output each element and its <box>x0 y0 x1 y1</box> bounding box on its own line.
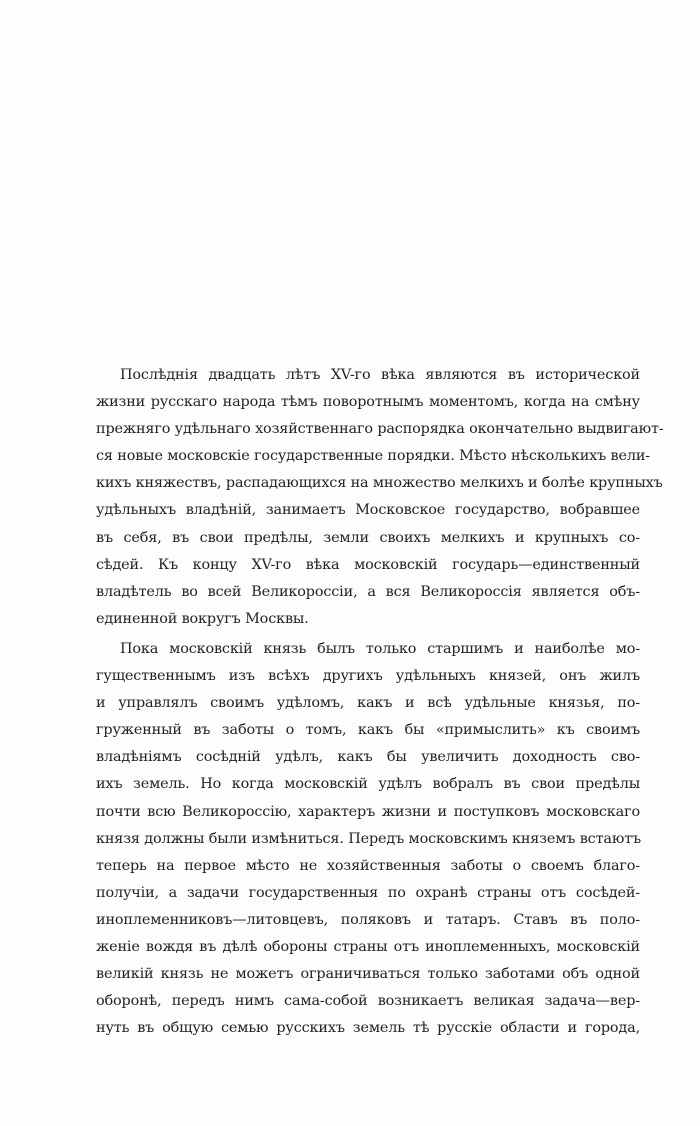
text-line: владѣніямъ сосѣдній удѣлъ, какъ бы увеличить доходность сво- <box>96 749 640 766</box>
text-line: почти всю Великороссію, характеръ жизни и поступковъ московскаго <box>96 803 640 820</box>
text-line: Послѣднія двадцать лѣтъ XV-го вѣка являются въ исторической <box>120 367 640 383</box>
text-line: Пока московскій князь былъ только старшимъ и наиболѣе мо- <box>120 640 640 657</box>
text-line: ихъ земель. Но когда московскій удѣлъ вобралъ въ свои предѣлы <box>96 776 640 793</box>
text-line: ся новые московскіе государственные порядки. Мѣсто нѣсколькихъ вели- <box>96 448 651 465</box>
text-line: въ себя, въ свои предѣлы, земли своихъ мелкихъ и крупныхъ со- <box>96 529 640 546</box>
text-line: гущественнымъ изъ всѣхъ другихъ удѣльныхъ князей, онъ жилъ <box>96 668 640 685</box>
text-line: получіи, а задачи государственныя по охранѣ страны отъ сосѣдей- <box>96 884 640 901</box>
text-line: груженный въ заботы о томъ, какъ бы «примыслить» къ своимъ <box>96 722 640 739</box>
page-text <box>96 362 664 1042</box>
text-line: князя должны были измѣниться. Передъ московскимъ княземъ встаютъ <box>96 830 642 847</box>
text-line: нуть въ общую семью русскихъ земель тѣ русскіе области и города, <box>96 1020 640 1037</box>
text-line: единенной вокругъ Москвы. <box>96 610 309 627</box>
text-line: владѣтель во всей Великороссіи, а вся Великороссія является объ- <box>96 583 640 600</box>
text-line: удѣльныхъ владѣній, занимаетъ Московское государство, вобравшее <box>96 502 640 519</box>
text-line: жизни русскаго народа тѣмъ поворотнымъ моментомъ, когда на смѣну <box>96 394 640 411</box>
text-line: сѣдей. Къ концу XV-го вѣка московскій государь—единственный <box>96 556 640 573</box>
text-line: женіе вождя въ дѣлѣ обороны страны отъ иноплеменныхъ, московскій <box>96 938 640 955</box>
text-line: прежняго удѣльнаго хозяйственнаго распорядка окончательно выдвигают- <box>96 421 664 438</box>
text-line: великій князь не можетъ ограничиваться только заботами объ одной <box>96 966 640 983</box>
text-line: и управлялъ своимъ удѣломъ, какъ и всѣ удѣльные князья, по- <box>96 695 640 712</box>
text-line: оборонѣ, передъ нимъ сама-собой возникаетъ великая задача—вер- <box>96 993 640 1010</box>
paragraph-2 <box>96 636 640 1042</box>
paragraph-1 <box>96 362 664 633</box>
text-line: теперь на первое мѣсто не хозяйственныя заботы о своемъ благо- <box>96 857 640 874</box>
text-line: иноплеменниковъ—литовцевъ, поляковъ и татаръ. Ставъ въ поло- <box>96 911 640 928</box>
text-line: кихъ княжествъ, распадающихся на множество мелкихъ и болѣе крупныхъ <box>96 475 663 492</box>
